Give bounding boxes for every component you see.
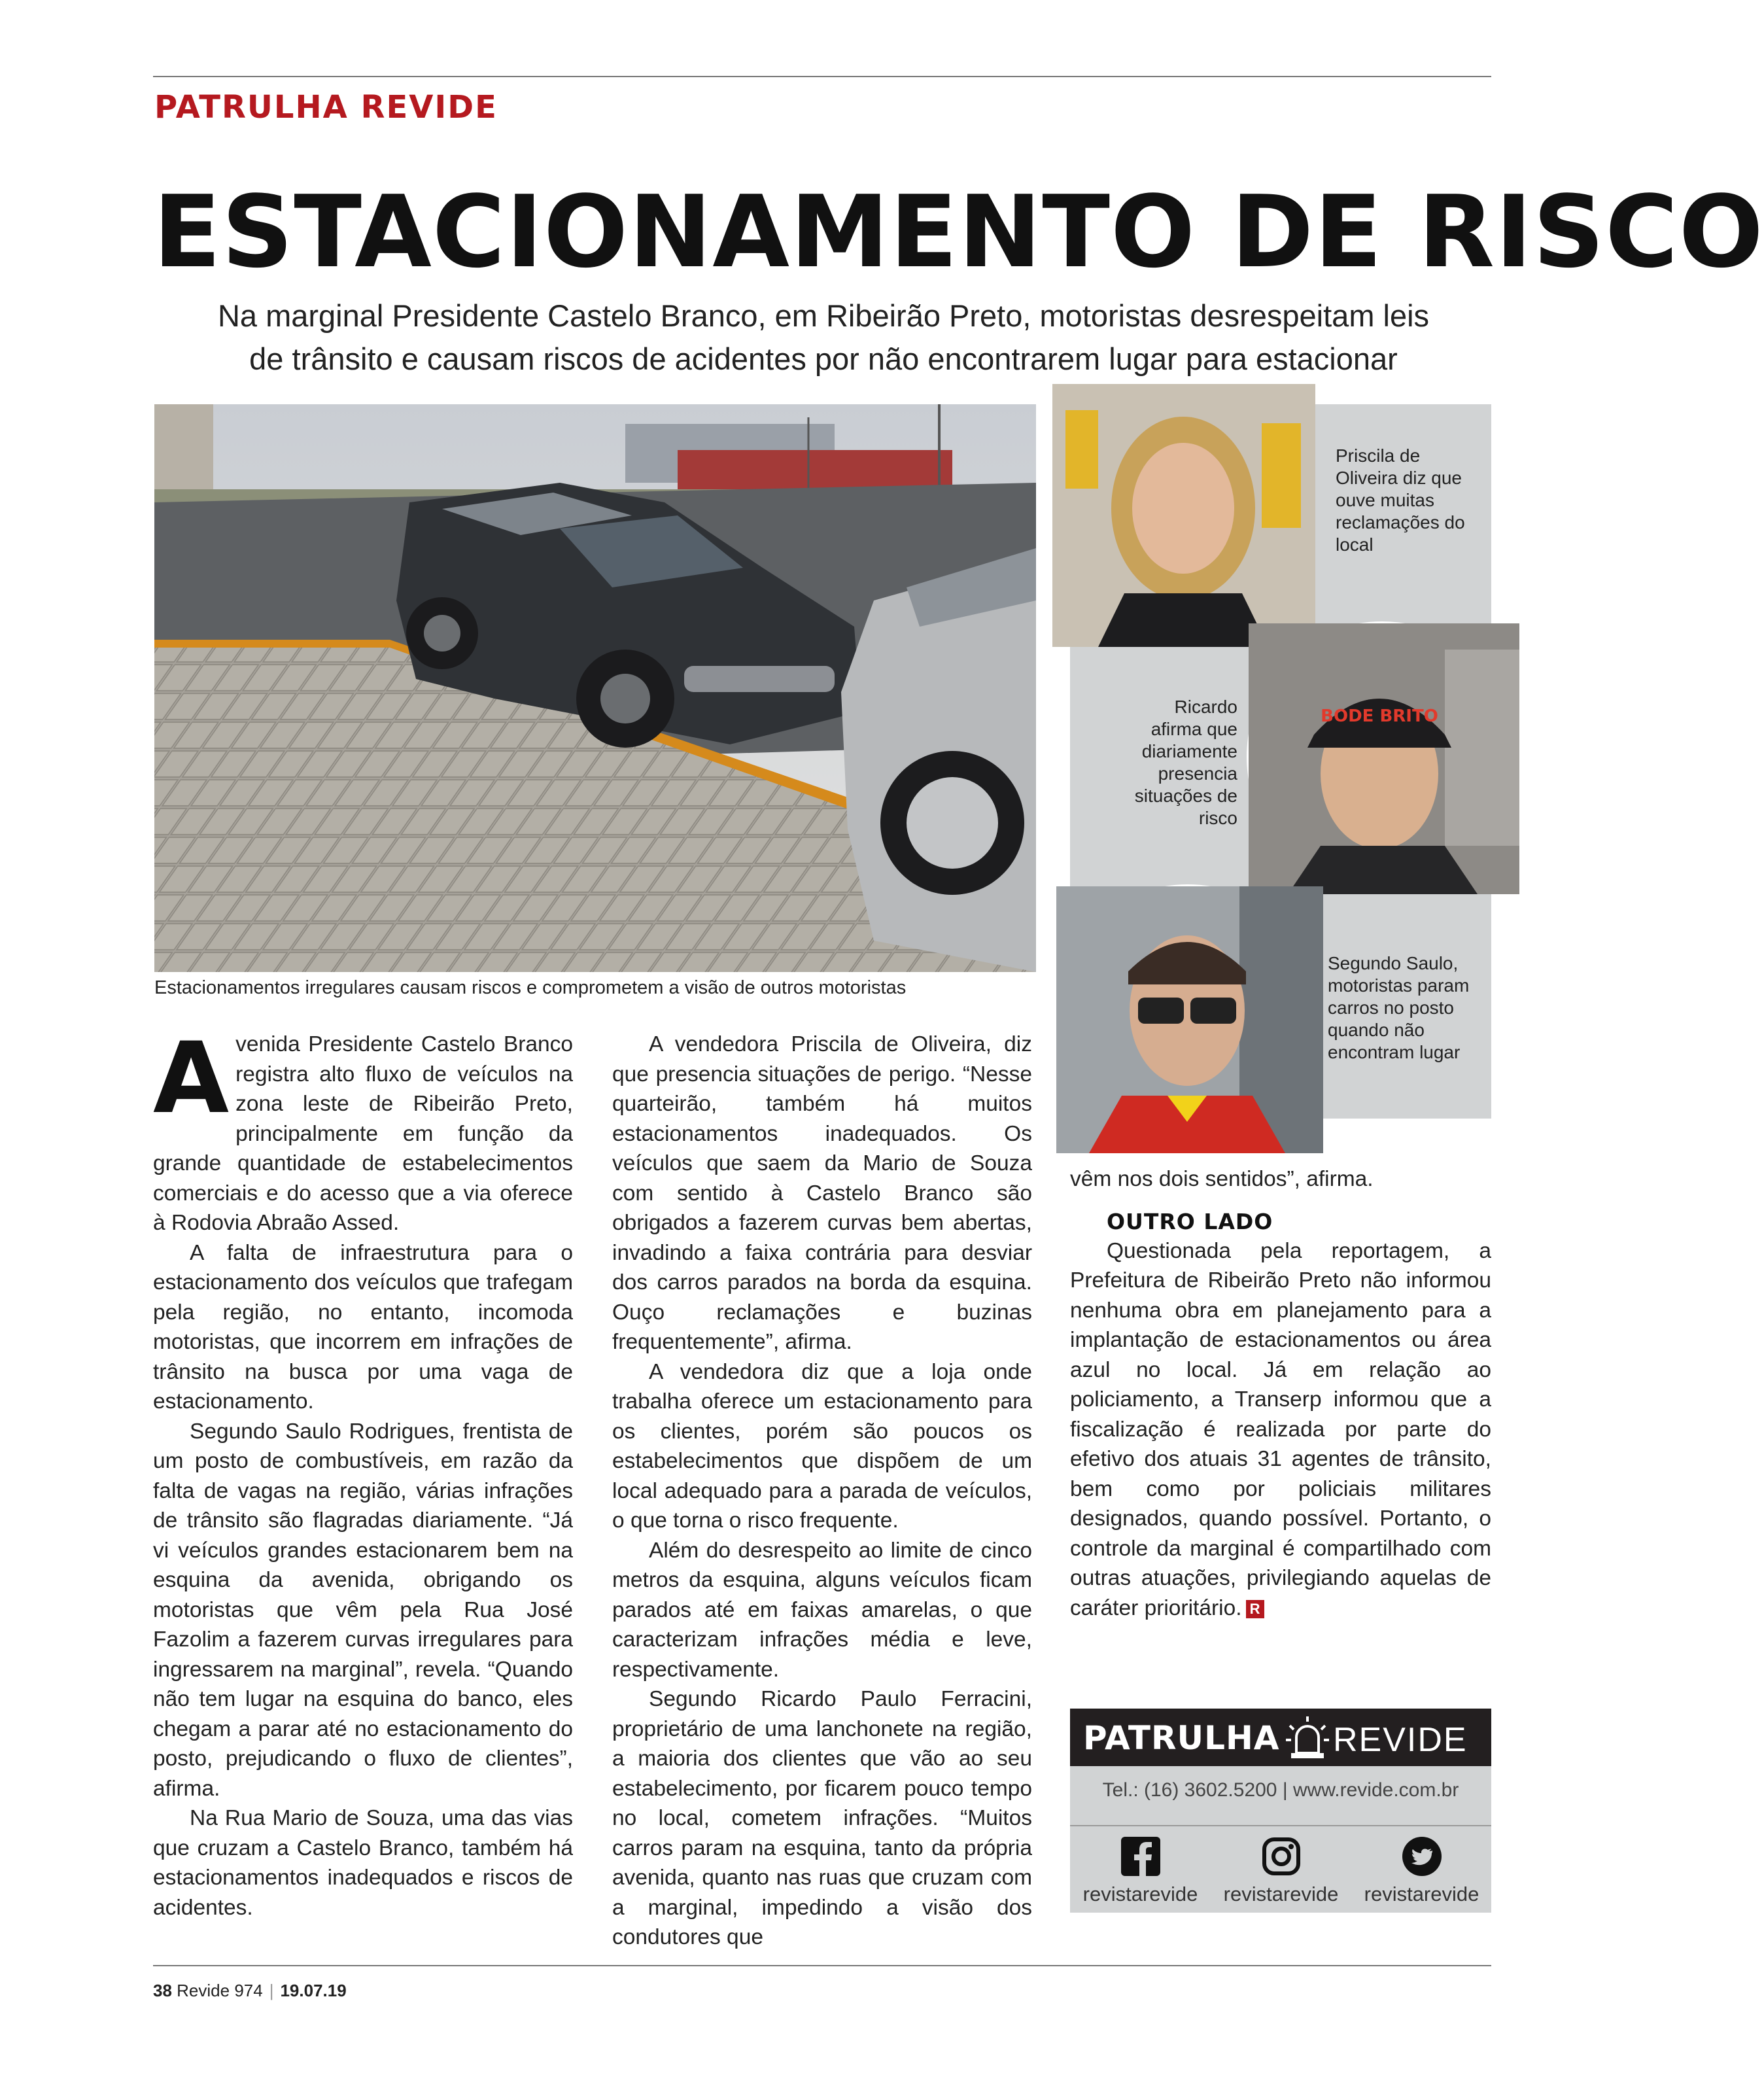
body-column-1 <box>153 1022 573 1922</box>
issue-date: 19.07.19 <box>280 1981 347 2000</box>
subhead <box>153 294 1494 381</box>
subtitle-outro-lado: OUTRO LADO <box>1107 1208 1273 1234</box>
portrait-caption-ricardo: Ricardo afirma que diariamente presencia situações de risco <box>1134 697 1237 828</box>
page-number: 38 <box>153 1981 172 2000</box>
paragraph: A falta de infraestrutura para o estacionamento dos veículos que trafegam pela região, no entanto, incomoda motoristas, que incorrem em infrações de trânsito na busca por uma vaga de estacionamento. <box>153 1240 573 1414</box>
drop-cap: A <box>153 1022 230 1136</box>
facebook-icon <box>1121 1837 1160 1876</box>
contact-line: Tel.: (16) 3602.5200 | www.revide.com.br <box>1102 1779 1459 1801</box>
brand-name-part-2: REVIDE <box>1333 1721 1468 1759</box>
body-column-2 <box>612 1030 1032 1953</box>
top-rule <box>153 76 1491 77</box>
social-instagram[interactable] <box>1211 1837 1351 1906</box>
paragraph: Além do desrespeito ao limite de cinco metros da esquina, alguns veículos ficam parados até em faixas amarelas, o que caracterizam infrações média e leve, respectivamente. <box>612 1538 1032 1682</box>
brand-contact-panel <box>1070 1766 1491 1913</box>
paragraph: A vendedora diz que a loja onde trabalha oferece um estacionamento para os clientes, porém são poucos os estabelecimentos que dispõem de um local adequado para a parada de veículos, o que torna o risco frequente. <box>612 1359 1032 1533</box>
paragraph: Segundo Ricardo Paulo Ferracini, proprietário de uma lanchonete na região, a maioria dos clientes que vão ao seu estabelecimento, por ficarem pouco tempo no local, cometem infrações. “Muitos carros param na esquina, tanto da própria avenida, quanto nas ruas que cruzam com a marginal, impedindo a visão dos condutores que <box>612 1687 1032 1949</box>
social-handle: revistarevide <box>1364 1883 1479 1905</box>
brand-name-part-1: PATRULHA <box>1083 1719 1280 1757</box>
social-handle: revistarevide <box>1223 1883 1339 1905</box>
portrait-ricardo <box>1247 621 1517 892</box>
twitter-icon <box>1402 1837 1442 1876</box>
siren-icon <box>1285 1714 1330 1761</box>
instagram-icon <box>1262 1837 1301 1876</box>
portrait-saulo <box>1054 884 1321 1151</box>
paragraph: Questionada pela reportagem, a Prefeitura de Ribeirão Preto não informou nenhuma obra em planejamento para a implantação de estacionamentos ou área azul no local. Já em relação ao policiamento, a Transerp informou que a fiscalização é realizada por parte do efetivo dos atuais 31 agentes de trânsito, bem como por policiais militares designados, quando possível. Portanto, o controle da marginal é compartilhado com outras atuações, privilegiando aquelas de caráter prioritário. R <box>1070 1238 1491 1620</box>
body-column-3 <box>1070 1164 1491 1623</box>
portrait-priscila <box>1050 382 1313 645</box>
paragraph: A vendedora Priscila de Oliveira, diz que presencia situações de perigo. “Nesse quarteirão, também há muitos estacionamentos inadequados. Os veículos que saem da Mario de Souza com sentido à Castelo Branco são obrigados a fazerem curvas bem abertas, invadindo a faixa contrária para desviar dos carros parados na borda da esquina. Ouço reclamações e buzinas frequentemente”, afirma. <box>612 1032 1032 1354</box>
paragraph: Segundo Saulo Rodrigues, frentista de um posto de combustíveis, em razão da falta de vagas na região, várias infrações de trânsito são flagradas diariamente. “Já vi veículos grandes estacionarem bem na esquina da avenida, obrigando os motoristas que vêm pela Rua José Fazolim a fazerem curvas irregulares para ingressarem na marginal”, revela. “Quando não tem lugar na esquina do banco, eles chegam a parar até no estacionamento do posto, prejudicando o fluxo de clientes”, afirma. <box>153 1419 573 1801</box>
subhead-line-2: de trânsito e causam riscos de acidentes por não encontrarem lugar para estacionar <box>249 341 1398 376</box>
section-label: PATRULHA REVIDE <box>154 89 498 126</box>
cap-badge-text: BODE BRITO <box>1321 706 1438 726</box>
subhead-line-1: Na marginal Presidente Castelo Branco, em Ribeirão Preto, motoristas desrespeitam leis <box>217 298 1430 333</box>
bottom-rule <box>153 1965 1491 1966</box>
social-handle: revistarevide <box>1082 1883 1198 1905</box>
social-facebook[interactable] <box>1070 1837 1211 1906</box>
patrulha-revide-box <box>1070 1709 1491 1913</box>
paragraph: vêm nos dois sentidos”, afirma. <box>1070 1167 1374 1191</box>
magazine-issue: Revide 974 <box>177 1981 263 2000</box>
paragraph: Na Rua Mario de Souza, uma das vias que cruzam a Castelo Branco, também há estacionamentos inadequados e riscos de acidentes. <box>153 1806 573 1920</box>
main-photo-caption: Estacionamentos irregulares causam riscos e comprometem a visão de outros motoristas <box>154 977 907 998</box>
brand-bar <box>1070 1709 1491 1766</box>
paragraph: Avenida Presidente Castelo Branco registra alto fluxo de veículos na zona leste de Ribeirão Preto, principalmente em função da grande quantidade de estabelecimentos comerciais e do acesso que a via oferece à Rodovia Abraão Assed. <box>153 1022 573 1235</box>
social-twitter[interactable] <box>1351 1837 1492 1906</box>
end-mark-icon: R <box>1246 1600 1264 1618</box>
page-footer: 38 Revide 974 | 19.07.19 <box>153 1981 347 2000</box>
portrait-caption-priscila: Priscila de Oliveira diz que ouve muitas reclamações do local <box>1336 445 1465 555</box>
portrait-caption-saulo: Segundo Saulo, motoristas param carros no posto quando não encontram lugar <box>1328 953 1470 1062</box>
headline: ESTACIONAMENTO DE RISCO <box>153 174 1764 290</box>
divider <box>1070 1825 1491 1826</box>
main-photo <box>154 404 1036 972</box>
